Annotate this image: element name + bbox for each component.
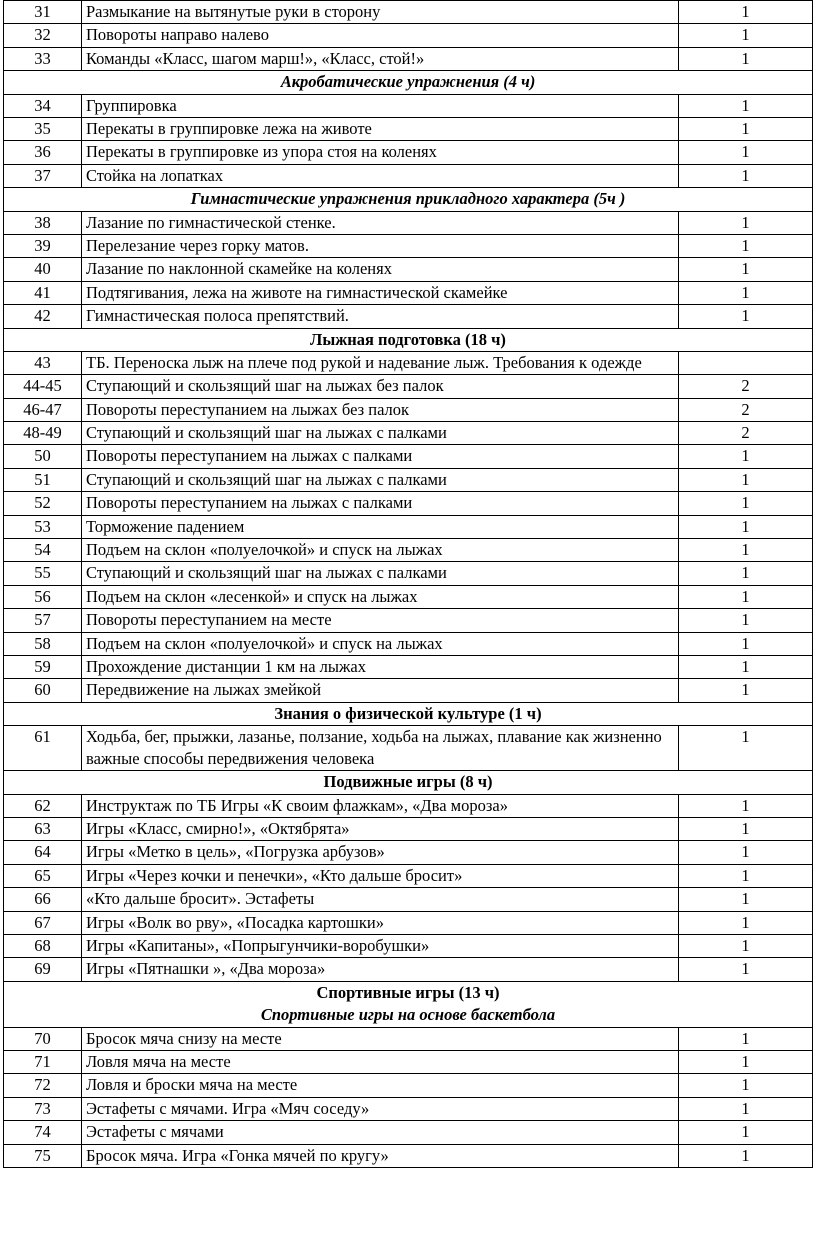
lesson-topic-cell: Эстафеты с мячами [82,1121,679,1144]
section-title [4,188,813,211]
lesson-number-cell: 44-45 [4,375,82,398]
lesson-number-cell: 34 [4,94,82,117]
lesson-hours-cell: 1 [679,958,813,981]
lesson-topic-cell: Ловля и броски мяча на месте [82,1074,679,1097]
lesson-hours-cell: 1 [679,1074,813,1097]
lesson-hours-cell: 1 [679,655,813,678]
table-row [4,492,813,515]
table-row [4,445,813,468]
lesson-number-cell: 46-47 [4,398,82,421]
table-row [4,1074,813,1097]
table-row [4,1051,813,1074]
lesson-hours-cell: 1 [679,118,813,141]
lesson-hours-cell: 1 [679,24,813,47]
table-row [4,118,813,141]
lesson-number-cell: 66 [4,888,82,911]
section-header-row [4,981,813,1027]
table-row [4,141,813,164]
table-row [4,911,813,934]
lesson-hours-cell: 1 [679,562,813,585]
lesson-topic-cell: Повороты переступанием на лыжах с палками [82,492,679,515]
lesson-topic-cell: Игры «Класс, смирно!», «Октябрята» [82,818,679,841]
section-title-text: Акробатические упражнения (4 ч) [280,72,536,92]
section-title [4,771,813,794]
lesson-topic-cell: Подтягивания, лежа на животе на гимнастической скамейке [82,281,679,304]
table-row [4,258,813,281]
lesson-hours-cell: 1 [679,679,813,702]
table-row [4,164,813,187]
lesson-hours-cell: 1 [679,632,813,655]
lesson-topic-cell: Торможение падением [82,515,679,538]
section-subtitle: Спортивные игры на основе баскетбола [260,1005,556,1025]
table-row [4,235,813,258]
section-title [4,702,813,725]
section-header-row [4,328,813,351]
lesson-topic-cell: Игры «Волк во рву», «Посадка картошки» [82,911,679,934]
lesson-topic-cell: Ступающий и скользящий шаг на лыжах с палками [82,468,679,491]
table-row [4,655,813,678]
lesson-number-cell: 59 [4,655,82,678]
lesson-hours-cell: 1 [679,585,813,608]
lesson-hours-cell [679,352,813,375]
lesson-topic-cell: Команды «Класс, шагом марш!», «Класс, стой!» [82,47,679,70]
lesson-number-cell: 58 [4,632,82,655]
table-row [4,818,813,841]
lesson-hours-cell: 1 [679,1097,813,1120]
table-row [4,958,813,981]
lesson-hours-cell: 1 [679,794,813,817]
lesson-number-cell: 56 [4,585,82,608]
table-row [4,211,813,234]
section-header-row [4,771,813,794]
lesson-hours-cell: 1 [679,164,813,187]
lesson-number-cell: 42 [4,305,82,328]
lesson-topic-cell: Повороты переступанием на лыжах с палками [82,445,679,468]
lesson-hours-cell: 1 [679,726,813,771]
lesson-hours-cell: 1 [679,94,813,117]
table-row [4,468,813,491]
table-row [4,1027,813,1050]
lesson-topic-cell: Эстафеты с мячами. Игра «Мяч соседу» [82,1097,679,1120]
lesson-number-cell: 43 [4,352,82,375]
lesson-hours-cell: 1 [679,818,813,841]
lesson-number-cell: 39 [4,235,82,258]
lesson-hours-cell: 1 [679,911,813,934]
lesson-topic-cell: Повороты направо налево [82,24,679,47]
lesson-hours-cell: 1 [679,468,813,491]
lesson-number-cell: 37 [4,164,82,187]
lesson-hours-cell: 1 [679,841,813,864]
lesson-number-cell: 50 [4,445,82,468]
table-row [4,632,813,655]
table-row [4,305,813,328]
lesson-number-cell: 71 [4,1051,82,1074]
lesson-number-cell: 51 [4,468,82,491]
lesson-plan-body [4,1,813,1168]
table-row [4,864,813,887]
lesson-topic-cell: Размыкание на вытянутые руки в сторону [82,1,679,24]
lesson-topic-cell: ТБ. Переноска лыж на плече под рукой и надевание лыж. Требования к одежде [82,352,679,375]
lesson-number-cell: 32 [4,24,82,47]
section-title-text: Знания о физической культуре (1 ч) [274,703,542,723]
lesson-number-cell: 53 [4,515,82,538]
lesson-topic-cell: Группировка [82,94,679,117]
section-title-text: Спортивные игры (13 ч) [316,982,500,1002]
table-row [4,375,813,398]
lesson-number-cell: 68 [4,935,82,958]
table-row [4,609,813,632]
table-row [4,281,813,304]
lesson-topic-cell: Ступающий и скользящий шаг на лыжах с палками [82,421,679,444]
lesson-topic-cell: Игры «Капитаны», «Попрыгунчики-воробушки» [82,935,679,958]
lesson-topic-cell: Бросок мяча снизу на месте [82,1027,679,1050]
lesson-hours-cell: 1 [679,538,813,561]
lesson-hours-cell: 1 [679,47,813,70]
lesson-number-cell: 72 [4,1074,82,1097]
section-header-row [4,71,813,94]
lesson-hours-cell: 1 [679,935,813,958]
lesson-hours-cell: 1 [679,864,813,887]
lesson-topic-cell: Лазание по наклонной скамейке на коленях [82,258,679,281]
lesson-topic-cell: Подъем на склон «лесенкой» и спуск на лыжах [82,585,679,608]
lesson-topic-cell: Ловля мяча на месте [82,1051,679,1074]
lesson-topic-cell: Лазание по гимнастической стенке. [82,211,679,234]
lesson-hours-cell: 1 [679,1,813,24]
table-row [4,679,813,702]
lesson-hours-cell: 1 [679,1121,813,1144]
lesson-number-cell: 61 [4,726,82,771]
table-row [4,888,813,911]
table-row [4,794,813,817]
lesson-topic-cell: Повороты переступанием на месте [82,609,679,632]
lesson-topic-cell: Передвижение на лыжах змейкой [82,679,679,702]
lesson-topic-cell: Ходьба, бег, прыжки, лазанье, ползание, ходьба на лыжах, плавание как жизненно важные способы передвижения человека [82,726,679,771]
lesson-hours-cell: 1 [679,609,813,632]
table-row [4,1,813,24]
lesson-hours-cell: 1 [679,445,813,468]
section-header-row [4,702,813,725]
lesson-topic-cell: Бросок мяча. Игра «Гонка мячей по кругу» [82,1144,679,1167]
lesson-topic-cell: Игры «Пятнашки », «Два мороза» [82,958,679,981]
lesson-number-cell: 62 [4,794,82,817]
lesson-hours-cell: 1 [679,888,813,911]
lesson-hours-cell: 1 [679,1027,813,1050]
table-row [4,1121,813,1144]
lesson-topic-cell: Повороты переступанием на лыжах без палок [82,398,679,421]
lesson-topic-cell: Перелезание через горку матов. [82,235,679,258]
lesson-number-cell: 70 [4,1027,82,1050]
lesson-hours-cell: 1 [679,211,813,234]
lesson-number-cell: 60 [4,679,82,702]
lesson-number-cell: 36 [4,141,82,164]
lesson-topic-cell: Подъем на склон «полуелочкой» и спуск на лыжах [82,632,679,655]
lesson-number-cell: 33 [4,47,82,70]
lesson-number-cell: 31 [4,1,82,24]
lesson-number-cell: 67 [4,911,82,934]
lesson-plan-table [3,0,813,1168]
lesson-number-cell: 73 [4,1097,82,1120]
lesson-number-cell: 64 [4,841,82,864]
lesson-topic-cell: Игры «Через кочки и пенечки», «Кто дальше бросит» [82,864,679,887]
lesson-hours-cell: 1 [679,258,813,281]
lesson-hours-cell: 1 [679,281,813,304]
table-row [4,1097,813,1120]
table-row [4,421,813,444]
table-row [4,24,813,47]
section-title-text: Лыжная подготовка (18 ч) [310,329,506,349]
lesson-hours-cell: 2 [679,421,813,444]
lesson-number-cell: 55 [4,562,82,585]
lesson-number-cell: 75 [4,1144,82,1167]
lesson-number-cell: 52 [4,492,82,515]
lesson-topic-cell: Гимнастическая полоса препятствий. [82,305,679,328]
lesson-hours-cell: 1 [679,305,813,328]
lesson-topic-cell: Подъем на склон «полуелочкой» и спуск на лыжах [82,538,679,561]
section-title-text: Подвижные игры (8 ч) [323,772,493,792]
lesson-topic-cell: Ступающий и скользящий шаг на лыжах с палками [82,562,679,585]
lesson-number-cell: 65 [4,864,82,887]
table-row [4,726,813,771]
lesson-topic-cell: Ступающий и скользящий шаг на лыжах без палок [82,375,679,398]
lesson-number-cell: 54 [4,538,82,561]
lesson-number-cell: 74 [4,1121,82,1144]
lesson-hours-cell: 2 [679,398,813,421]
section-title [4,71,813,94]
lesson-hours-cell: 1 [679,141,813,164]
lesson-number-cell: 35 [4,118,82,141]
table-row [4,1144,813,1167]
table-row [4,398,813,421]
lesson-number-cell: 40 [4,258,82,281]
lesson-hours-cell: 1 [679,492,813,515]
lesson-number-cell: 41 [4,281,82,304]
lesson-hours-cell: 1 [679,235,813,258]
lesson-number-cell: 38 [4,211,82,234]
section-title-text: Гимнастические упражнения прикладного характера (5ч ) [190,189,626,209]
table-row [4,94,813,117]
lesson-hours-cell: 2 [679,375,813,398]
table-row [4,515,813,538]
lesson-topic-cell: Прохождение дистанции 1 км на лыжах [82,655,679,678]
lesson-number-cell: 63 [4,818,82,841]
lesson-topic-cell: Инструктаж по ТБ Игры «К своим флажкам», «Два мороза» [82,794,679,817]
lesson-topic-cell: Игры «Метко в цель», «Погрузка арбузов» [82,841,679,864]
lesson-topic-cell: Перекаты в группировке из упора стоя на коленях [82,141,679,164]
table-row [4,47,813,70]
table-row [4,585,813,608]
table-row [4,538,813,561]
lesson-hours-cell: 1 [679,1051,813,1074]
lesson-hours-cell: 1 [679,515,813,538]
lesson-topic-cell: «Кто дальше бросит». Эстафеты [82,888,679,911]
section-title [4,981,813,1027]
lesson-number-cell: 57 [4,609,82,632]
section-title [4,328,813,351]
lesson-topic-cell: Стойка на лопатках [82,164,679,187]
table-row [4,352,813,375]
lesson-number-cell: 48-49 [4,421,82,444]
table-row [4,841,813,864]
lesson-number-cell: 69 [4,958,82,981]
table-row [4,935,813,958]
section-header-row [4,188,813,211]
lesson-hours-cell: 1 [679,1144,813,1167]
table-row [4,562,813,585]
lesson-topic-cell: Перекаты в группировке лежа на животе [82,118,679,141]
